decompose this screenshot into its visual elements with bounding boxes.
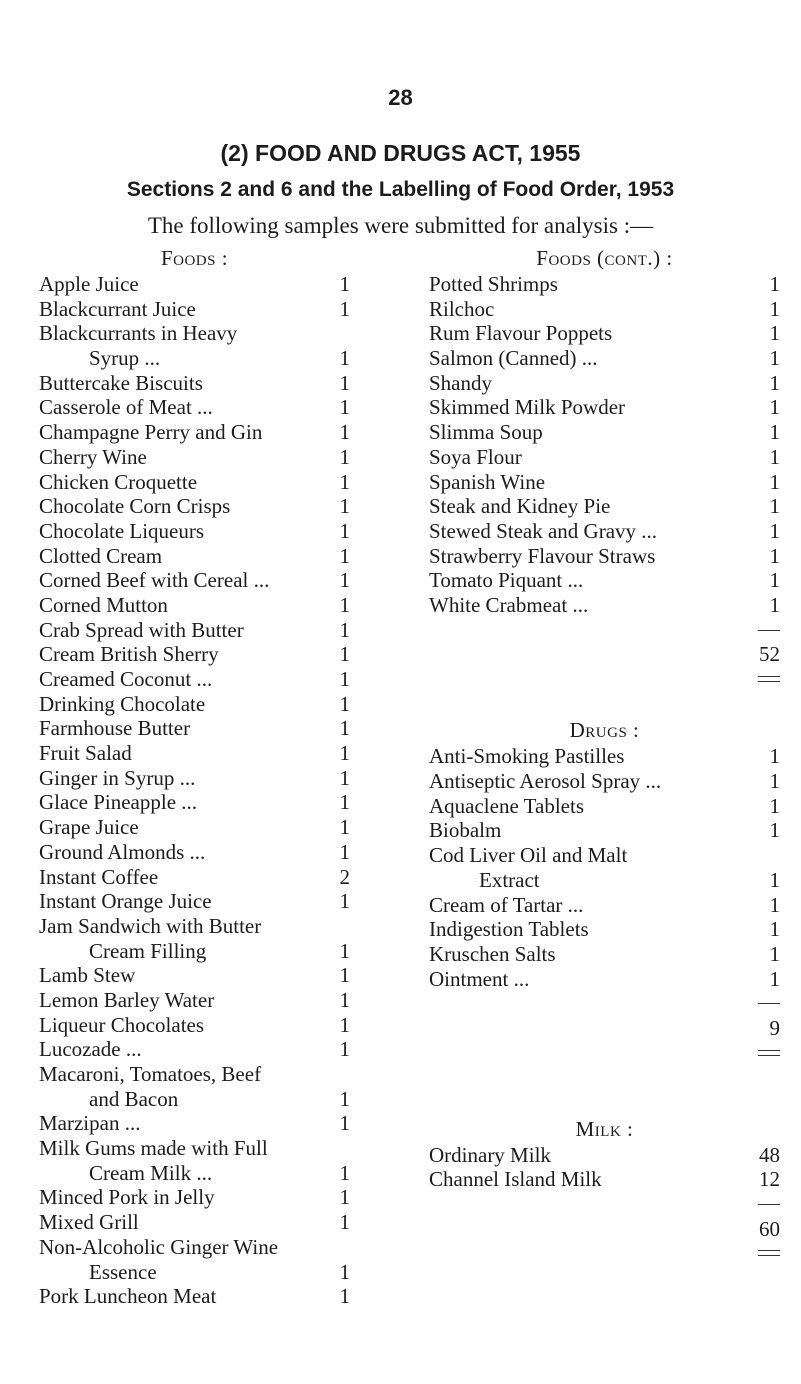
item-name: Rilchoc (429, 296, 495, 321)
item-name: Biobalm (429, 818, 502, 843)
item-quantity: 1 (339, 691, 350, 716)
list-item (39, 1062, 350, 1087)
item-name: Pork Luncheon Meat (39, 1284, 217, 1309)
item-name: Cream British Sherry (39, 642, 219, 667)
list-item (429, 818, 780, 843)
item-name: Marzipan ... (39, 1111, 141, 1136)
item-quantity: 1 (339, 494, 350, 519)
item-name: Antiseptic Aerosol Spray ... (429, 769, 662, 794)
item-quantity: 2 (339, 864, 350, 889)
item-name: Grape Juice (39, 815, 139, 840)
list-item (39, 716, 350, 741)
item-quantity: 1 (339, 1284, 350, 1309)
list-item (39, 988, 350, 1013)
item-quantity: 1 (769, 346, 780, 371)
item-name: Anti-Smoking Pastilles (429, 744, 625, 769)
item-quantity: 1 (769, 568, 780, 593)
item-quantity: 1 (339, 741, 350, 766)
item-name: Strawberry Flavour Straws (429, 543, 656, 568)
list-item (39, 568, 350, 593)
list-item (39, 346, 350, 371)
item-quantity: 1 (769, 296, 780, 321)
item-quantity: 1 (769, 867, 780, 892)
list-item (39, 1037, 350, 1062)
item-quantity: 1 (339, 1037, 350, 1062)
list-item (39, 667, 350, 692)
list-item (429, 371, 780, 396)
foods-cont-double-rule (429, 667, 780, 692)
item-name: Cream Milk ... (89, 1160, 213, 1185)
item-quantity: 1 (339, 1259, 350, 1284)
list-item (429, 843, 780, 868)
item-name: Crab Spread with Butter (39, 617, 244, 642)
drugs-rule (429, 991, 780, 1016)
list-item (39, 1013, 350, 1038)
list-item (39, 420, 350, 445)
list-item (39, 519, 350, 544)
item-quantity: 1 (769, 420, 780, 445)
item-name: Mixed Grill (39, 1210, 139, 1235)
list-item (39, 963, 350, 988)
item-name: Milk Gums made with Full (39, 1136, 268, 1161)
item-quantity: 1 (339, 987, 350, 1012)
item-quantity: 1 (769, 543, 780, 568)
item-quantity: 1 (769, 917, 780, 942)
item-name: Creamed Coconut ... (39, 667, 213, 691)
item-name: Chocolate Corn Crisps (39, 494, 231, 519)
item-name: Indigestion Tablets (429, 917, 589, 942)
item-name: Lucozade ... (39, 1037, 142, 1062)
item-name: Macaroni, Tomatoes, Beef (39, 1062, 262, 1086)
list-item (429, 272, 780, 297)
foods-cont-total: 52 (759, 642, 780, 667)
item-quantity: 1 (769, 941, 780, 966)
item-quantity: 1 (339, 938, 350, 963)
item-name: and Bacon (89, 1086, 179, 1111)
item-quantity: 48 (759, 1142, 780, 1167)
milk-double-rule (429, 1241, 780, 1266)
item-quantity: 1 (769, 966, 780, 991)
drugs-total: 9 (769, 1015, 780, 1040)
item-name: Instant Coffee (39, 864, 159, 889)
right-column (429, 244, 780, 1266)
item-name: Skimmed Milk Powder (429, 395, 626, 420)
item-quantity: 1 (339, 1111, 350, 1136)
list-item (39, 642, 350, 667)
item-name: Fruit Salad (39, 741, 132, 766)
item-name: Liqueur Chocolates (39, 1012, 205, 1037)
item-name: Instant Orange Juice (39, 889, 212, 914)
item-name: Stewed Steak and Gravy ... (429, 518, 658, 543)
item-quantity: 1 (339, 592, 350, 617)
item-quantity: 1 (769, 793, 780, 818)
item-quantity: 1 (339, 1210, 350, 1235)
item-quantity: 1 (339, 1185, 350, 1210)
milk-list (429, 1143, 780, 1192)
item-quantity: 1 (339, 272, 350, 296)
list-item (429, 519, 780, 544)
item-name: Glace Pineapple ... (39, 790, 198, 815)
item-quantity: 1 (769, 818, 780, 843)
item-quantity: 1 (339, 346, 350, 371)
list-item (39, 766, 350, 791)
item-quantity: 1 (339, 420, 350, 445)
item-name: Essence (89, 1259, 157, 1284)
list-item (39, 741, 350, 766)
item-name: Jam Sandwich with Butter (39, 913, 262, 938)
item-quantity: 1 (339, 617, 350, 642)
item-name: Blackcurrants in Heavy (39, 321, 238, 346)
list-item (39, 790, 350, 815)
item-name: Minced Pork in Jelly (39, 1185, 215, 1210)
item-name: Ointment ... (429, 966, 530, 991)
intro-text: The following samples were submitted for analysis :— (147, 213, 654, 238)
item-quantity: 1 (769, 892, 780, 917)
list-item (39, 1260, 350, 1285)
item-quantity: 1 (339, 1160, 350, 1185)
list-item (39, 1185, 350, 1210)
item-name: Ground Almonds ... (39, 839, 206, 864)
item-quantity: 1 (339, 296, 350, 321)
item-name: White Crabmeat ... (429, 592, 589, 617)
list-item (429, 1167, 780, 1192)
item-quantity: 1 (769, 744, 780, 769)
page-number: 28 (388, 85, 413, 110)
list-item (39, 544, 350, 569)
item-name: Corned Beef with Cereal ... (39, 568, 270, 593)
item-quantity: 1 (339, 1086, 350, 1111)
item-name: Corned Mutton (39, 592, 168, 617)
item-name: Kruschen Salts (429, 941, 556, 966)
item-name: Cherry Wine (39, 444, 147, 469)
list-item (39, 1210, 350, 1235)
item-quantity: 1 (339, 889, 350, 914)
list-item (39, 889, 350, 914)
item-name: Chocolate Liqueurs (39, 518, 205, 543)
list-item (39, 445, 350, 470)
item-name: Non-Alcoholic Ginger Wine (39, 1234, 279, 1259)
item-name: Soya Flour (429, 444, 522, 469)
milk-total: 60 (759, 1216, 780, 1241)
item-name: Slimma Soup (429, 420, 543, 445)
list-item (429, 769, 780, 794)
list-item (429, 868, 780, 893)
list-item (39, 321, 350, 346)
foods-cont-heading: Foods (cont.) : (536, 246, 673, 270)
item-name: Ginger in Syrup ... (39, 765, 196, 790)
item-quantity: 1 (339, 370, 350, 395)
list-item (429, 470, 780, 495)
item-quantity: 1 (339, 568, 350, 593)
list-item (39, 1284, 350, 1309)
foods-cont-rule (429, 618, 780, 643)
milk-rule (429, 1192, 780, 1217)
item-quantity: 1 (769, 444, 780, 469)
list-item (39, 395, 350, 420)
item-name: Aquaclene Tablets (429, 793, 584, 818)
item-name: Potted Shrimps (429, 272, 558, 296)
list-item (429, 942, 780, 967)
item-name: Syrup ... (89, 346, 161, 371)
sections-title: Sections 2 and 6 and the Labelling of Food Order, 1953 (126, 178, 675, 201)
list-item (39, 470, 350, 495)
item-name: Lamb Stew (39, 963, 136, 988)
item-quantity: 1 (339, 642, 350, 667)
item-name: Rum Flavour Poppets (429, 321, 613, 346)
list-item (429, 395, 780, 420)
drugs-heading: Drugs : (569, 718, 640, 743)
list-item (39, 1235, 350, 1260)
foods-column (39, 244, 350, 1309)
item-name: Cream Filling (89, 938, 207, 963)
list-item (429, 593, 780, 618)
item-name: Drinking Chocolate (39, 691, 206, 716)
list-item (39, 914, 350, 939)
item-quantity: 1 (339, 815, 350, 840)
item-quantity: 1 (769, 518, 780, 543)
list-item (429, 1143, 780, 1168)
item-quantity: 1 (339, 765, 350, 790)
item-quantity: 1 (339, 518, 350, 543)
list-item (429, 445, 780, 470)
list-item (429, 297, 780, 322)
item-quantity: 1 (769, 769, 780, 794)
item-name: Salmon (Canned) ... (429, 346, 598, 371)
item-name: Channel Island Milk (429, 1167, 602, 1192)
item-name: Tomato Piquant ... (429, 568, 584, 593)
list-item (39, 1161, 350, 1186)
item-name: Ordinary Milk (429, 1142, 551, 1167)
foods-heading: Foods : (160, 246, 229, 270)
list-item (39, 840, 350, 865)
item-quantity: 1 (769, 395, 780, 420)
list-item (39, 1087, 350, 1112)
list-item (429, 794, 780, 819)
list-item (429, 917, 780, 942)
list-item (429, 346, 780, 371)
list-item (39, 593, 350, 618)
item-quantity: 1 (339, 716, 350, 741)
foods-cont-list (429, 272, 780, 618)
list-item (39, 371, 350, 396)
item-name: Spanish Wine (429, 469, 546, 494)
list-item (429, 494, 780, 519)
list-item (39, 865, 350, 890)
list-item (39, 272, 350, 297)
list-item (39, 1136, 350, 1161)
item-quantity: 1 (339, 1012, 350, 1037)
drugs-list (429, 744, 780, 991)
item-name: Blackcurrant Juice (39, 296, 196, 321)
item-name: Farmhouse Butter (39, 716, 191, 741)
list-item (429, 744, 780, 769)
item-quantity: 1 (339, 543, 350, 568)
item-name: Buttercake Biscuits (39, 370, 203, 395)
item-name: Cod Liver Oil and Malt (429, 843, 628, 868)
list-item (39, 297, 350, 322)
item-quantity: 1 (339, 839, 350, 864)
item-name: Shandy (429, 370, 492, 395)
item-quantity: 1 (339, 395, 350, 420)
list-item (429, 544, 780, 569)
item-name: Chicken Croquette (39, 469, 198, 494)
item-name: Apple Juice (39, 272, 139, 296)
act-title: (2) FOOD AND DRUGS ACT, 1955 (220, 140, 581, 166)
list-item (39, 494, 350, 519)
list-item (39, 692, 350, 717)
list-item (39, 939, 350, 964)
item-name: Steak and Kidney Pie (429, 494, 611, 519)
item-quantity: 1 (769, 469, 780, 494)
item-name: Lemon Barley Water (39, 987, 215, 1012)
foods-list (39, 272, 350, 1309)
list-item (429, 568, 780, 593)
list-item (39, 618, 350, 643)
list-item (429, 420, 780, 445)
item-quantity: 1 (769, 592, 780, 617)
item-quantity: 1 (339, 469, 350, 494)
list-item (39, 815, 350, 840)
item-quantity: 12 (759, 1167, 780, 1192)
item-name: Champagne Perry and Gin (39, 420, 263, 445)
list-item (39, 1111, 350, 1136)
item-quantity: 1 (769, 272, 780, 296)
list-item (429, 321, 780, 346)
item-quantity: 1 (769, 494, 780, 519)
item-quantity: 1 (769, 370, 780, 395)
drugs-double-rule (429, 1041, 780, 1066)
item-name: Clotted Cream (39, 543, 163, 568)
item-name: Extract (479, 867, 540, 892)
item-quantity: 1 (769, 321, 780, 346)
milk-heading: Milk : (575, 1116, 634, 1141)
list-item (429, 893, 780, 918)
item-name: Cream of Tartar ... (429, 892, 584, 917)
item-quantity: 1 (339, 963, 350, 988)
item-quantity: 1 (339, 667, 350, 691)
item-name: Casserole of Meat ... (39, 395, 213, 420)
list-item (429, 967, 780, 992)
item-quantity: 1 (339, 790, 350, 815)
item-quantity: 1 (339, 444, 350, 469)
